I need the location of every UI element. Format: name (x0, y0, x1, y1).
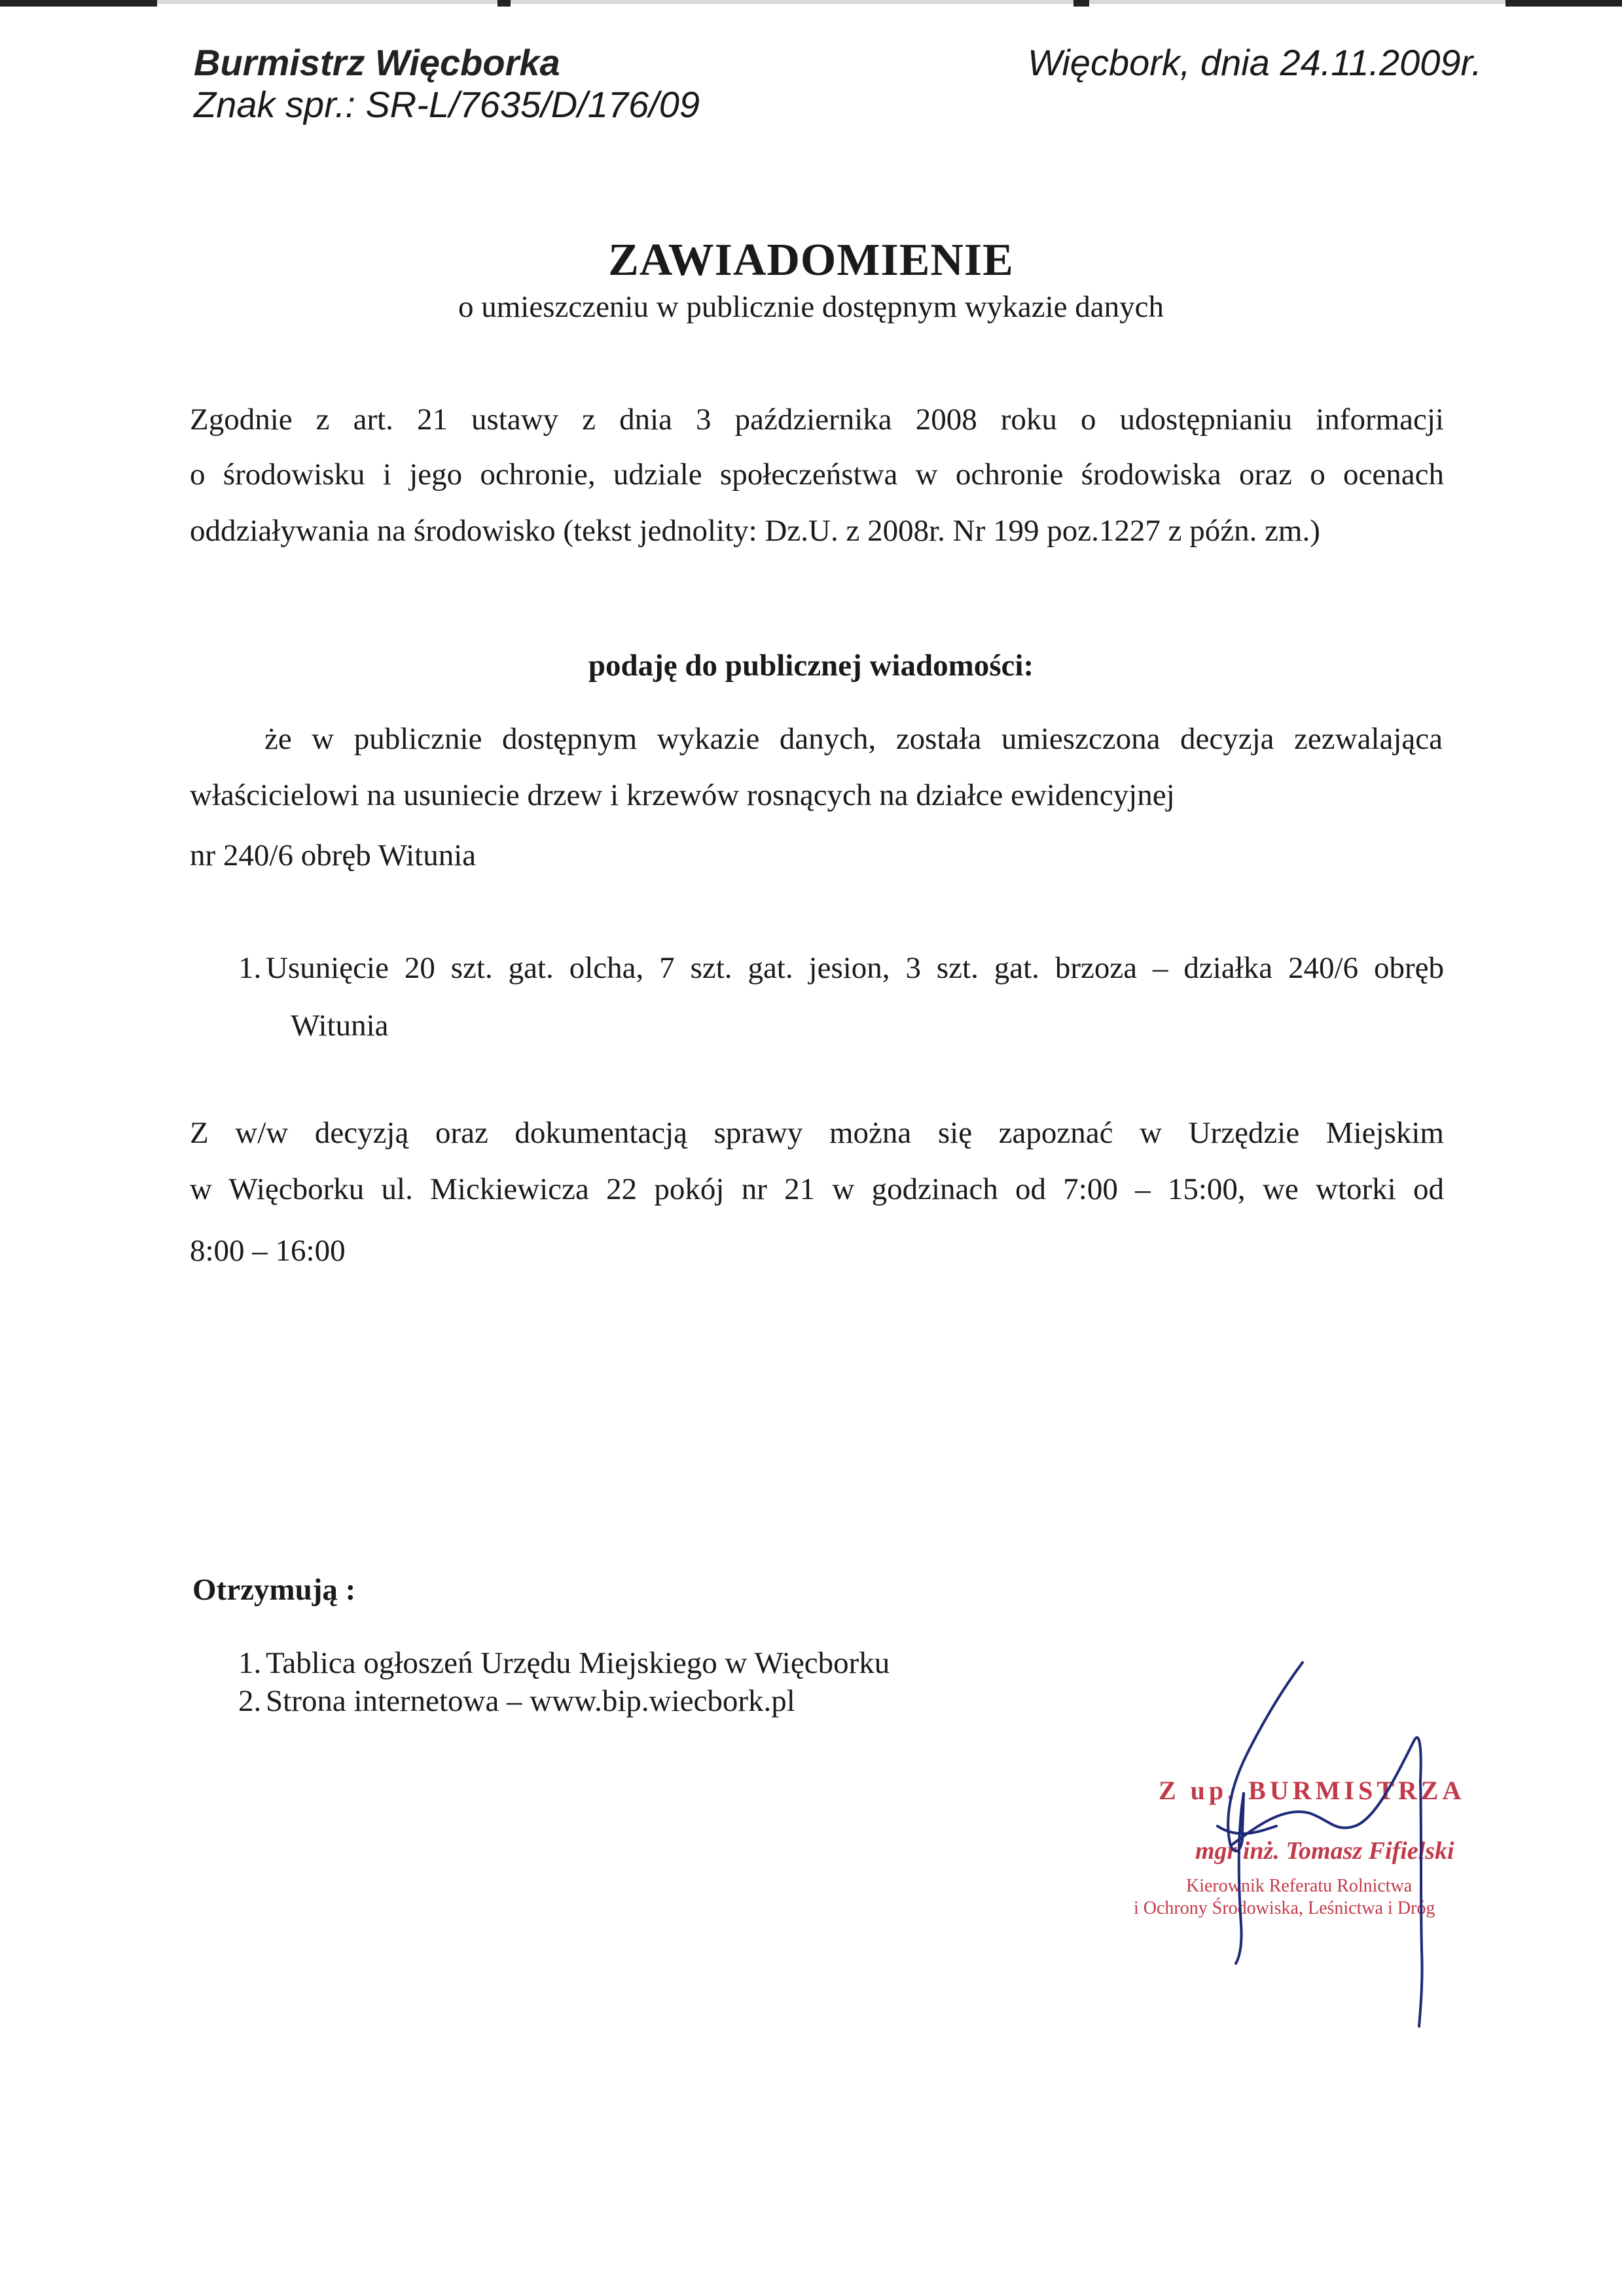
recipient-2-text: Strona internetowa – www.bip.wiecbork.pl (266, 1684, 795, 1718)
recipients-heading: Otrzymują : (192, 1573, 356, 1607)
document-title: ZAWIADOMIENIE (608, 235, 1014, 285)
recipient-2-number: 2. (238, 1684, 262, 1718)
stamp-line-3: Kierownik Referatu Rolnictwa (1186, 1876, 1413, 1896)
recipient-1-text: Tablica ogłoszeń Urzędu Miejskiego w Więcborku (266, 1646, 890, 1680)
case-reference: Znak spr.: SR-L/7635/D/176/09 (194, 84, 700, 125)
intro-line-3: oddziaływania na środowisko (tekst jednolity: Dz.U. z 2008r. Nr 199 poz.1227 z późn. zm.) (190, 514, 1320, 548)
info-line-3: 8:00 – 16:00 (190, 1234, 346, 1268)
announce-line-1: że w publicznie dostępnym wykazie danych, została umieszczona decyzja zezwalająca (264, 722, 1443, 756)
announce-heading: podaję do publicznej wiadomości: (588, 649, 1034, 683)
stamp-line-2: mgr inż. Tomasz Fifielski (1195, 1837, 1454, 1865)
item-number: 1. (238, 951, 262, 985)
stamp-line-1: Z up. BURMISTRZA (1159, 1776, 1466, 1805)
announce-line-3: nr 240/6 obręb Witunia (190, 838, 477, 872)
recipient-1-number: 1. (238, 1646, 262, 1680)
announce-line-2: właścicielowi na usuniecie drzew i krzewów rosnących na działce ewidencyjnej (190, 778, 1175, 812)
intro-line-1: Zgodnie z art. 21 ustawy z dnia 3 października 2008 roku o udostępnianiu informacji (190, 403, 1444, 437)
place-date: Więcbork, dnia 24.11.2009r. (1028, 42, 1482, 83)
item-line-2: Witunia (291, 1009, 389, 1043)
intro-line-2: o środowisku i jego ochronie, udziale społeczeństwa w ochronie środowiska oraz o ocenach (190, 457, 1444, 492)
info-line-2: w Więcborku ul. Mickiewicza 22 pokój nr 21 w godzinach od 7:00 – 15:00, we wtorki od (190, 1172, 1444, 1206)
item-line-1: Usunięcie 20 szt. gat. olcha, 7 szt. gat. jesion, 3 szt. gat. brzoza – działka 240/6 obręb (266, 951, 1444, 985)
document-subtitle: o umieszczeniu w publicznie dostępnym wykazie danych (458, 290, 1164, 324)
stamp-line-4: i Ochrony Środowiska, Leśnictwa i Dróg (1134, 1898, 1435, 1918)
info-line-1: Z w/w decyzją oraz dokumentacją sprawy można się zapoznać w Urzędzie Miejskim (190, 1116, 1444, 1150)
issuer: Burmistrz Więcborka (194, 42, 560, 83)
